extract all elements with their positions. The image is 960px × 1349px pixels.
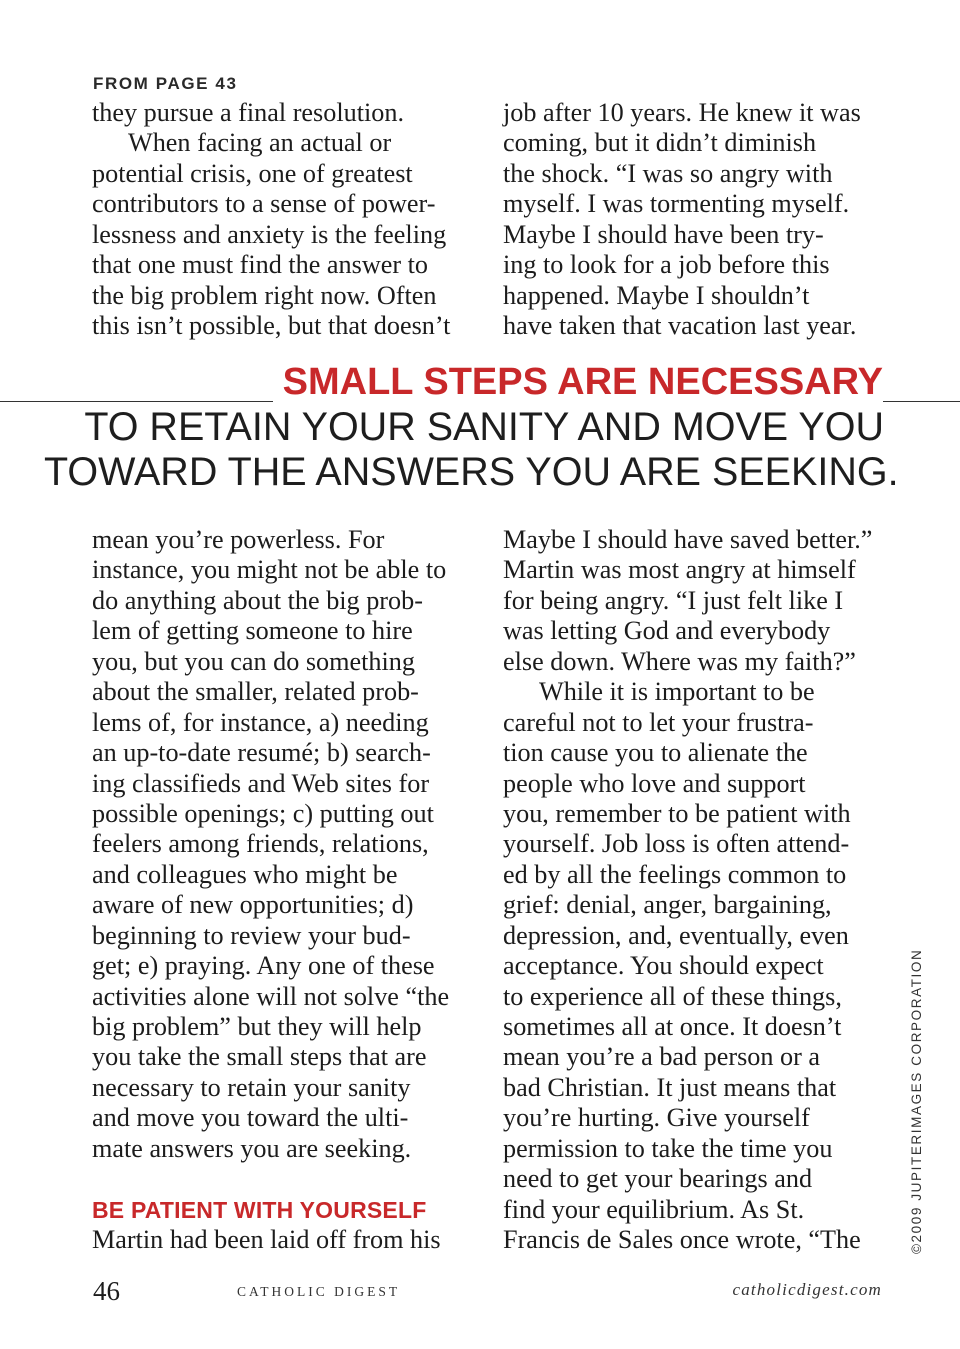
text-line: people who love and support (503, 768, 806, 798)
text-line: careful not to let your frustra- (503, 707, 814, 737)
text-line: contributors to a sense of power- (92, 189, 436, 219)
text-line: potential crisis, one of greatest (92, 158, 413, 188)
text-line: happened. Maybe I shouldn’t (503, 280, 810, 310)
text-line: mean you’re powerless. For (92, 525, 385, 554)
text-line: yourself. Job loss is often attend- (503, 829, 850, 859)
text-line: lems of, for instance, a) needing (92, 707, 429, 737)
text-line: Martin had been laid off from his (92, 1225, 441, 1255)
text-line: sometimes all at once. It doesn’t (503, 1012, 842, 1041)
text-line: the big problem right now. Often (92, 280, 437, 310)
text-line: you’re hurting. Give yourself (503, 1103, 810, 1133)
text-line: mate answers you are seeking. (92, 1133, 412, 1163)
text-line: do anything about the big prob- (92, 585, 423, 615)
text-line: necessary to retain your sanity (92, 1072, 411, 1102)
text-line: Maybe I should have been try- (503, 219, 824, 249)
text-line: When facing an actual or (128, 128, 392, 158)
website-link[interactable]: catholicdigest.com (732, 1280, 882, 1299)
pull-quote-line: TOWARD THE ANSWERS YOU ARE SEEKING. (44, 450, 899, 494)
text-line: activities alone will not solve “the (92, 981, 450, 1011)
text-line: else down. Where was my faith?” (503, 646, 856, 676)
column-bottom-left (92, 525, 477, 1256)
text-line: and move you toward the ulti- (92, 1103, 409, 1133)
text-line: permission to take the time you (503, 1133, 833, 1163)
paragraph-spacer (92, 1164, 477, 1194)
text-line: big problem” but they will help (92, 1012, 422, 1041)
text-line: mean you’re a bad person or a (503, 1042, 821, 1072)
text-line: lessness and anxiety is the feeling (92, 219, 447, 249)
text-line: coming, but it didn’t diminish (503, 128, 817, 158)
text-line: you take the small steps that are (92, 1042, 427, 1072)
text-line: aware of new opportunities; d) (92, 890, 414, 920)
text-line: about the smaller, related prob- (92, 677, 419, 707)
text-line: and colleagues who might be (92, 859, 398, 889)
text-line: they pursue a final resolution. (92, 98, 404, 127)
text-line: Francis de Sales once wrote, “The (503, 1225, 861, 1255)
text-line: depression, and, eventually, even (503, 920, 849, 950)
text-line: need to get your bearings and (503, 1164, 813, 1194)
text-line: bad Christian. It just means that (503, 1072, 837, 1102)
text-line: was letting God and everybody (503, 616, 831, 646)
text-line: Maybe I should have saved better.” (503, 525, 873, 554)
continued-from-label: FROM PAGE 43 (93, 74, 238, 93)
text-line: find your equilibrium. As St. (503, 1194, 805, 1224)
text-line: get; e) praying. Any one of these (92, 951, 435, 981)
column-top-right (503, 98, 888, 342)
text-line: tion cause you to alienate the (503, 738, 808, 768)
page-number: 46 (93, 1276, 120, 1306)
text-line: While it is important to be (539, 677, 815, 707)
column-top-left (92, 98, 477, 342)
pull-quote (44, 405, 899, 495)
text-line: instance, you might not be able to (92, 555, 447, 585)
magazine-name: CATHOLIC DIGEST (237, 1284, 401, 1299)
text-line: the shock. “I was so angry with (503, 158, 833, 188)
text-line: ing to look for a job before this (503, 250, 830, 280)
text-line: feelers among friends, relations, (92, 829, 429, 859)
text-line: beginning to review your bud- (92, 920, 411, 950)
column-bottom-right (503, 525, 888, 1256)
pull-quote-line: TO RETAIN YOUR SANITY AND MOVE YOU (84, 405, 884, 449)
text-line: for being angry. “I just felt like I (503, 585, 844, 615)
text-line: ing classifieds and Web sites for (92, 768, 430, 798)
text-line: myself. I was tormenting myself. (503, 189, 850, 219)
text-line: that one must find the answer to (92, 250, 429, 280)
text-line: an up-to-date resumé; b) search- (92, 738, 431, 768)
photo-credit: ©2009 JUPITERIMAGES CORPORATION (909, 948, 924, 1254)
text-line: ed by all the feelings common to (503, 859, 847, 889)
text-line: to experience all of these things, (503, 981, 842, 1011)
text-line: have taken that vacation last year. (503, 311, 857, 341)
text-line: possible openings; c) putting out (92, 798, 434, 828)
text-line: this isn’t possible, but that doesn’t (92, 311, 451, 341)
text-line: Martin was most angry at himself (503, 555, 856, 585)
text-line: job after 10 years. He knew it was (503, 98, 861, 127)
section-subhead: BE PATIENT WITH YOURSELF (92, 1196, 427, 1223)
text-line: you, but you can do something (92, 646, 415, 676)
text-line: acceptance. You should expect (503, 951, 824, 981)
pull-quote-highlight: SMALL STEPS ARE NECESSARY (273, 360, 883, 404)
text-line: grief: denial, anger, bargaining, (503, 890, 832, 920)
text-line: lem of getting someone to hire (92, 616, 413, 646)
text-line: you, remember to be patient with (503, 798, 851, 828)
